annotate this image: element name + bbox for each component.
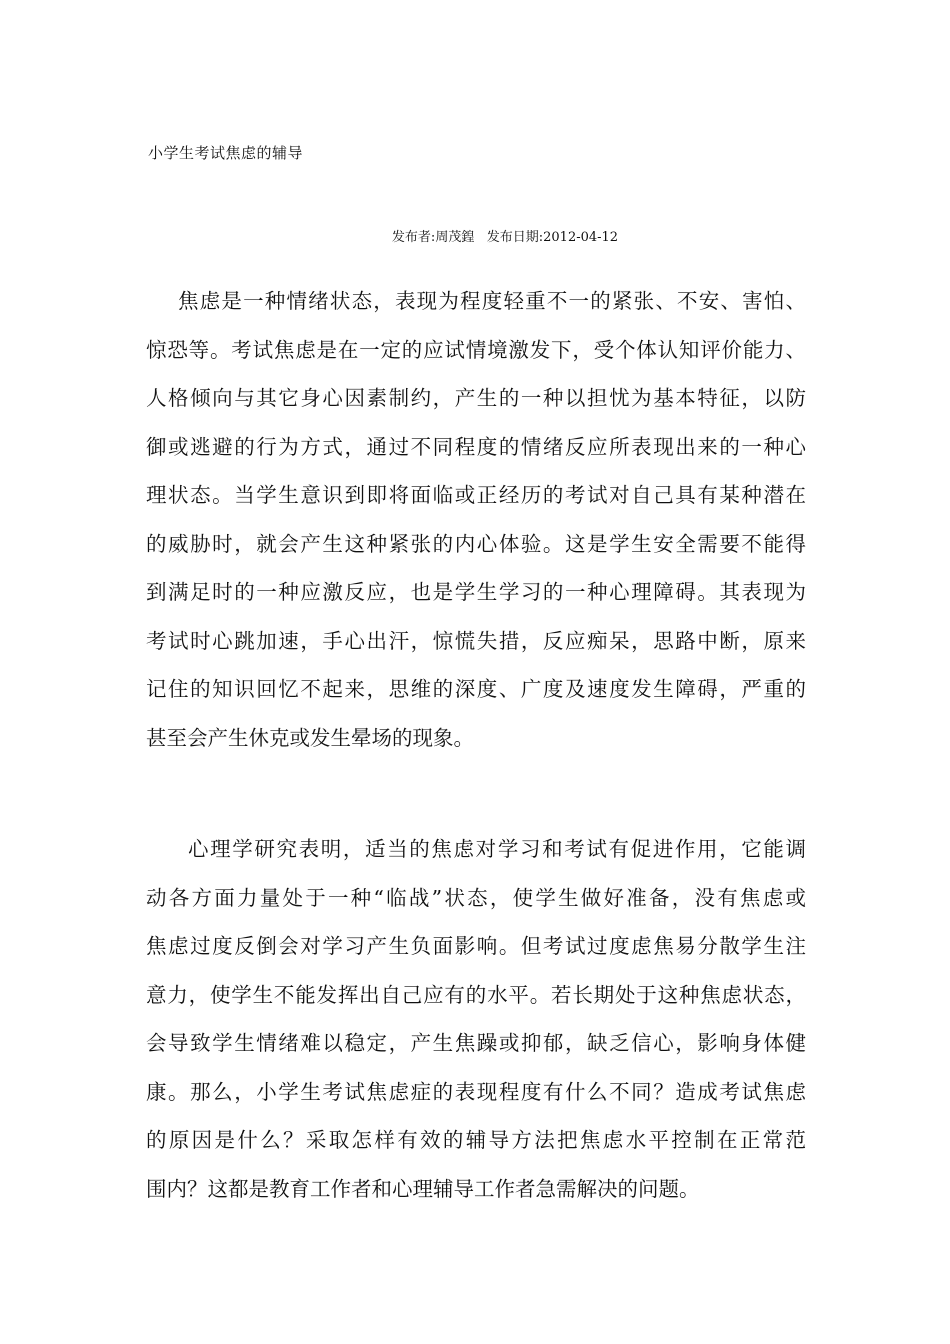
- text-line: 惊恐等。考试焦虑是在一定的应试情境激发下，受个体认知评价能力、: [146, 337, 806, 362]
- publish-date: 2012-04-12: [543, 230, 619, 245]
- text-line: 考试时心跳加速，手心出汗，惊慌失措，反应痴呆，思路中断，原来: [146, 628, 806, 653]
- text-line: 意力，使学生不能发挥出自己应有的水平。若长期处于这种焦虑状态，: [146, 982, 806, 1007]
- text-line: 会导致学生情绪难以稳定，产生焦躁或抑郁，缺乏信心，影响身体健: [146, 1031, 806, 1055]
- text-line: 甚至会产生休克或发生晕场的现象。: [146, 725, 474, 750]
- paragraph-anxiety-definition: [146, 277, 806, 762]
- publisher-name: 周茂鍠: [435, 230, 475, 245]
- text-line: 围内？这都是教育工作者和心理辅导工作者急需解决的问题。: [146, 1176, 700, 1201]
- text-line: 动各方面力量处于一种“临战”状态，使学生做好准备，没有焦虑或: [146, 885, 806, 910]
- text-line: 人格倾向与其它身心因素制约，产生的一种以担忧为基本特征，以防: [146, 386, 806, 410]
- text-line: 到满足时的一种应激反应，也是学生学习的一种心理障碍。其表现为: [146, 580, 806, 604]
- text-line: 的威胁时，就会产生这种紧张的内心体验。这是学生安全需要不能得: [146, 531, 806, 556]
- text-line: 康。那么，小学生考试焦虑症的表现程度有什么不同？造成考试焦虑: [146, 1079, 806, 1104]
- paragraph-psychology-research: [146, 825, 806, 1213]
- text-line: 焦虑过度反倒会对学习产生负面影响。但考试过度虑焦易分散学生注: [146, 934, 806, 958]
- document-title: 小学生考试焦虑的辅导: [148, 144, 304, 162]
- text-line: 心理学研究表明，适当的焦虑对学习和考试有促进作用，它能调: [188, 837, 806, 861]
- text-line: 理状态。当学生意识到即将面临或正经历的考试对自己具有某种潜在: [146, 483, 806, 507]
- text-line: 的原因是什么？采取怎样有效的辅导方法把焦虑水平控制在正常范: [146, 1128, 806, 1152]
- text-line: 记住的知识回忆不起来，思维的深度、广度及速度发生障碍，严重的: [146, 677, 806, 701]
- text-line: 御或逃避的行为方式，通过不同程度的情绪反应所表现出来的一种心: [146, 434, 806, 459]
- publisher-label: 发布者:: [391, 230, 436, 245]
- text-line: 焦虑是一种情绪状态，表现为程度轻重不一的紧张、不安、害怕、: [178, 289, 806, 313]
- publish-date-label: 发布日期:: [486, 230, 544, 245]
- publish-info: [0, 229, 950, 247]
